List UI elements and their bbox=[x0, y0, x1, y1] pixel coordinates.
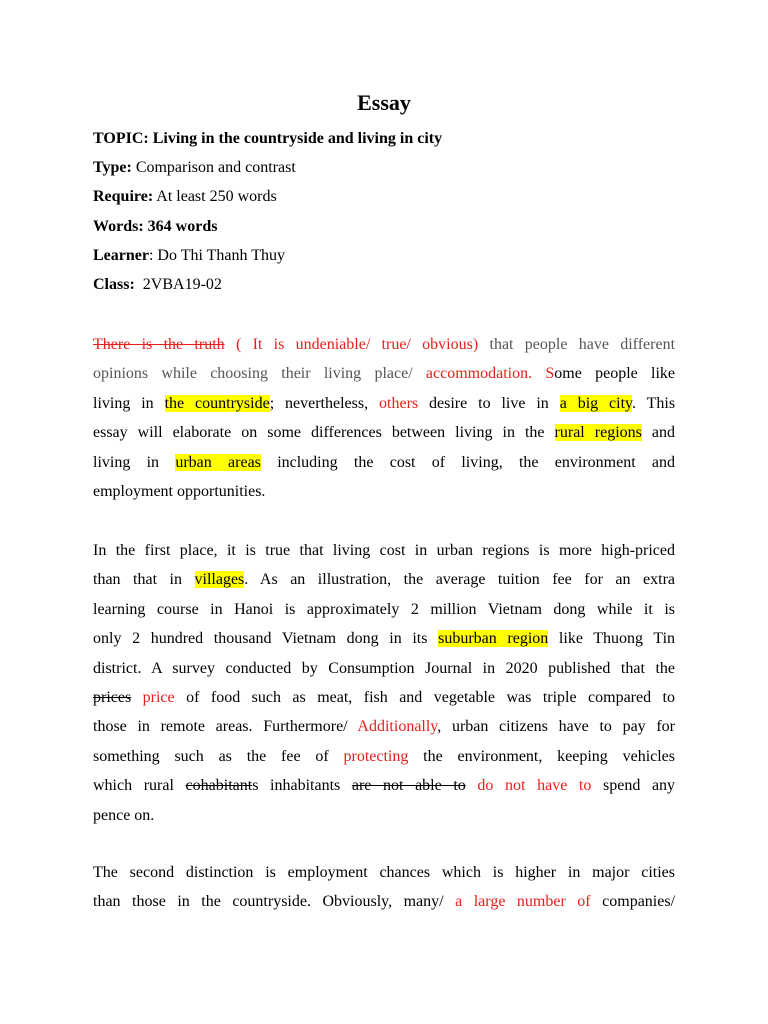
text-line bbox=[93, 771, 675, 800]
body-text: than those in the countryside. Obviously, many/ bbox=[93, 893, 444, 911]
topic-line bbox=[93, 128, 442, 150]
body-text: companies/ bbox=[602, 893, 675, 911]
text-line bbox=[93, 683, 675, 712]
essay-title: Essay bbox=[357, 90, 411, 115]
paragraph-employment bbox=[93, 858, 675, 917]
words-line bbox=[93, 216, 217, 238]
highlighted-text: the countryside bbox=[164, 394, 270, 412]
text-line bbox=[93, 654, 675, 683]
correction-text: a large number of bbox=[455, 893, 591, 911]
correction-text: price bbox=[142, 688, 175, 706]
body-text: that people have different bbox=[489, 336, 675, 353]
correction-text: others bbox=[379, 394, 419, 412]
text-line bbox=[93, 858, 675, 887]
text-line bbox=[93, 624, 675, 653]
class-label: Class: bbox=[93, 276, 135, 293]
body-text: , urban citizens have to pay for bbox=[437, 718, 675, 736]
body-text: desire to live in bbox=[429, 394, 549, 412]
class-line bbox=[93, 274, 222, 296]
text-line bbox=[93, 418, 675, 447]
body-text: . As an illustration, the average tuition fee for an extra bbox=[244, 571, 675, 589]
require-line bbox=[93, 186, 277, 208]
class-value: 2VBA19-02 bbox=[142, 276, 222, 293]
body-text: essay will elaborate on some differences between living in the bbox=[93, 424, 545, 442]
body-text: those in remote areas. Furthermore/ bbox=[93, 718, 348, 736]
require-label: Require: bbox=[93, 188, 154, 205]
text-line bbox=[93, 536, 675, 565]
body-text: something such as the fee of bbox=[93, 747, 329, 765]
deleted-text: are not able to bbox=[351, 777, 466, 795]
correction-text: ( It is undeniable/ true/ obvious) bbox=[235, 336, 479, 353]
text-line bbox=[93, 448, 675, 477]
paragraph-cost bbox=[93, 536, 675, 830]
text-line bbox=[93, 477, 675, 506]
highlighted-text: a big city bbox=[559, 394, 633, 412]
paragraph-intro bbox=[93, 330, 675, 506]
highlighted-text: suburban region bbox=[438, 630, 549, 648]
text-line bbox=[93, 742, 675, 771]
type-value: Comparison and contrast bbox=[135, 159, 296, 176]
body-text: than that in bbox=[93, 571, 182, 589]
body-text: pence on. bbox=[93, 806, 155, 824]
correction-text: S bbox=[545, 365, 555, 383]
words-label: Words: bbox=[93, 218, 144, 235]
text-line bbox=[93, 359, 675, 388]
body-text: of food such as meat, fish and vegetable was triple compared to bbox=[186, 688, 675, 706]
topic-label: TOPIC: bbox=[93, 130, 149, 147]
highlighted-text: villages bbox=[194, 571, 245, 589]
type-line bbox=[93, 157, 296, 179]
body-text: living in bbox=[93, 453, 160, 471]
body-text: like Thuong Tin bbox=[558, 630, 675, 648]
body-text: living in bbox=[93, 394, 154, 412]
body-text: s inhabitants bbox=[252, 777, 341, 795]
correction-text: accommodation bbox=[425, 365, 529, 383]
correction-text: Additionally bbox=[357, 718, 438, 736]
body-text: . This bbox=[632, 394, 675, 412]
words-value: 364 words bbox=[147, 218, 218, 235]
deleted-text: There is the truth bbox=[93, 336, 225, 353]
body-text: employment opportunities. bbox=[93, 482, 266, 500]
correction-text: . bbox=[528, 365, 533, 383]
correction-text: protecting bbox=[343, 747, 409, 765]
body-text: ; nevertheless, bbox=[269, 394, 369, 412]
body-text: ome people like bbox=[554, 365, 675, 383]
text-line bbox=[93, 887, 675, 916]
text-line bbox=[93, 565, 675, 594]
correction-text: do not have to bbox=[477, 777, 592, 795]
learner-line bbox=[93, 245, 285, 267]
body-text: the environment, keeping vehicles bbox=[423, 747, 675, 765]
body-text: learning course in Hanoi is approximately 2 million Vietnam dong while it is bbox=[93, 600, 675, 618]
learner-label: Learner bbox=[93, 247, 149, 264]
highlighted-text: rural regions bbox=[554, 424, 642, 442]
body-text: spend any bbox=[603, 777, 675, 795]
deleted-text: prices bbox=[93, 688, 132, 706]
text-line bbox=[93, 595, 675, 624]
deleted-text: cohabitant bbox=[185, 777, 253, 795]
require-value: At least 250 words bbox=[156, 188, 277, 205]
body-text: district. A survey conducted by Consumption Journal in 2020 published that the bbox=[93, 659, 675, 677]
body-text: In the first place, it is true that living cost in urban regions is more high-priced bbox=[93, 542, 675, 559]
text-line bbox=[93, 389, 675, 418]
text-line bbox=[93, 712, 675, 741]
body-text: which rural bbox=[93, 777, 174, 795]
learner-value: : Do Thi Thanh Thuy bbox=[148, 247, 285, 264]
type-label: Type: bbox=[93, 159, 132, 176]
highlighted-text: urban areas bbox=[175, 453, 261, 471]
body-text: and bbox=[651, 424, 675, 442]
body-text: including the cost of living, the environment and bbox=[277, 453, 675, 471]
text-line bbox=[93, 330, 675, 359]
body-text: only 2 hundred thousand Vietnam dong in its bbox=[93, 630, 428, 648]
topic-value: Living in the countryside and living in city bbox=[152, 130, 443, 147]
body-text: opinions while choosing their living place/ bbox=[93, 365, 413, 383]
body-text: The second distinction is employment chances which is higher in major cities bbox=[93, 864, 675, 881]
text-line bbox=[93, 801, 675, 830]
